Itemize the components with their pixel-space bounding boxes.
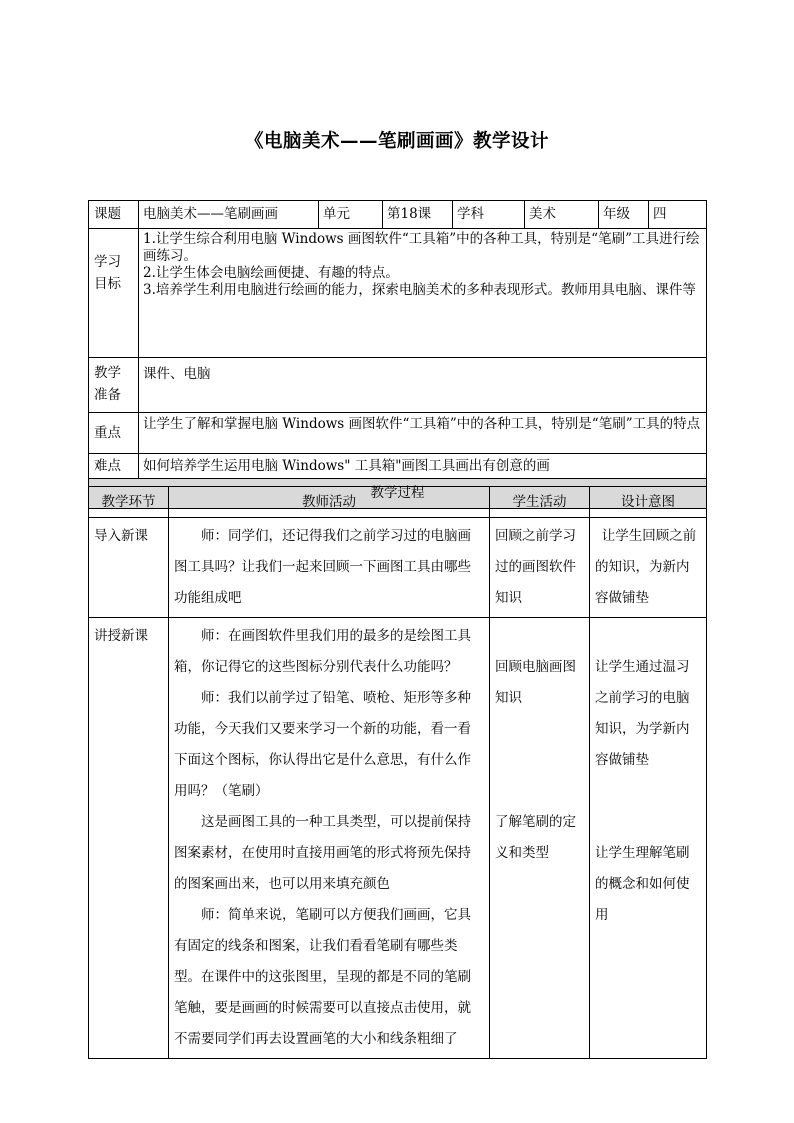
col-header-intent: 设计意图 [590,487,707,518]
teacher-paragraph: 师：我们以前学过了铅笔、喷枪、矩形等多种功能，今天我们又要来学习一个新的功能，看一看下面这个图标，你认得出它是什么意思，有什么作用吗？（笔刷） [174,690,471,799]
teacher-cell [169,618,490,1059]
intent-paragraph: 让学生回顾之前的知识，为新内容做铺垫 [595,528,697,606]
student-paragraph: 回顾电脑画图知识 [495,659,576,706]
student-paragraph: 回顾之前学习过的画图软件知识 [495,528,576,606]
grade-label: 年级 [599,201,649,229]
unit-value: 第18课 [383,201,453,229]
prep-label: 教学准备 [89,358,139,413]
goals-cell [139,229,707,358]
prep-value: 课件、电脑 [139,358,707,413]
topic-value: 电脑美术——笔刷画画 [139,201,319,229]
grade-value: 四 [649,201,707,229]
intent-cell [590,518,707,618]
table-row [89,518,707,618]
teacher-paragraph: 这是画图工具的一种工具类型，可以提前保持图案素材，在使用时直接用画笔的形式将预先保持的图案画出来，也可以用来填充颜色 [174,814,471,892]
unit-label: 单元 [319,201,383,229]
table-row [89,618,707,1059]
lesson-info-table [88,200,707,509]
topic-label: 课题 [89,201,139,229]
teacher-cell [169,518,490,618]
stage-cell: 讲授新课 [89,618,169,1059]
page-title: 《电脑美术——笔刷画画》教学设计 [244,131,549,152]
intent-paragraph: 让学生通过温习之前学习的电脑知识，为学新内容做铺垫 [595,659,690,768]
goal-item: 1.让学生综合利用电脑 Windows 画图软件“工具箱”中的各种工具，特别是“笔刷”工具进行绘画练习。 [143,231,700,264]
intent-cell [590,618,707,1059]
difficulty-value: 如何培养学生运用电脑 Windows" 工具箱"画图工具画出有创意的画 [139,454,707,479]
intent-paragraph: 让学生理解笔刷的概念和如何使用 [595,845,690,923]
key-label: 重点 [89,413,139,454]
difficulty-label: 难点 [89,454,139,479]
student-cell [490,618,590,1059]
goal-item: 2.让学生体会电脑绘画便捷、有趣的特点。 [143,265,399,281]
subject-label: 学科 [453,201,525,229]
teacher-paragraph: 师：在画图软件里我们用的最多的是绘图工具箱，你记得它的这些图标分别代表什么功能吗？ [174,628,471,675]
goals-label: 学习目标 [89,229,139,358]
subject-value: 美术 [525,201,599,229]
student-paragraph: 了解笔刷的定义和类型 [495,814,576,861]
stage-cell: 导入新课 [89,518,169,618]
key-value: 让学生了解和掌握电脑 Windows 画图软件“工具箱”中的各种工具，特别是“笔刷”工具的特点 [139,413,707,454]
goal-item: 3.培养学生利用电脑进行绘画的能力，探索电脑美术的多种表现形式。教师用具电脑、课件等 [143,282,696,298]
teacher-paragraph: 师：简单来说，笔刷可以方便我们画画，它具有固定的线条和图案，让我们看看笔刷有哪些类型。在课件中的这张图里，呈现的都是不同的笔刷笔触，要是画画的时候需要可以直接点击使用，就不需要同学们再去设置画笔的大小和线条粗细了 [174,907,471,1047]
col-header-stage: 教学环节 [89,487,169,518]
process-header: 教学过程 [89,479,707,509]
student-cell [490,518,590,618]
col-header-student: 学生活动 [490,487,590,518]
teaching-process-table [88,486,707,1059]
col-header-teacher: 教师活动 [169,487,490,518]
teacher-paragraph: 师：同学们，还记得我们之前学习过的电脑画图工具吗？让我们一起来回顾一下画图工具由哪些功能组成吧 [174,528,471,606]
